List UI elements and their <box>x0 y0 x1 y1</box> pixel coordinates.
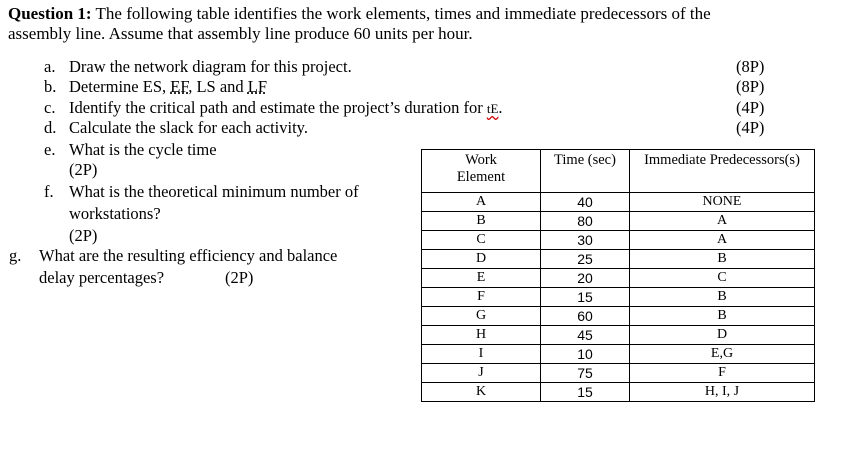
item-g-marks: (2P) <box>225 268 254 287</box>
item-a-letter: a. <box>44 57 56 76</box>
item-b-letter: b. <box>44 77 57 96</box>
cell-pred: B <box>630 288 815 307</box>
cell-pred: A <box>630 231 815 250</box>
cell-pred: D <box>630 326 815 345</box>
item-e-text: What is the cycle time <box>69 140 217 159</box>
question-header <box>8 4 711 24</box>
table-row <box>422 212 815 231</box>
item-b-text <box>69 77 267 97</box>
question-label: Question 1: <box>8 4 92 23</box>
item-f-letter: f. <box>44 182 54 201</box>
item-e-marks: (2P) <box>69 160 98 179</box>
item-f-marks: (2P) <box>69 226 98 245</box>
cell-element: G <box>422 307 541 326</box>
item-c-letter: c. <box>44 98 56 117</box>
item-b-mid: , LS and <box>188 77 248 96</box>
item-b-text-pre: Determine ES, <box>69 77 171 96</box>
cell-time: 80 <box>541 212 630 231</box>
item-e-letter: e. <box>44 140 56 159</box>
cell-element: B <box>422 212 541 231</box>
table-row <box>422 345 815 364</box>
cell-time: 75 <box>541 364 630 383</box>
table-row <box>422 288 815 307</box>
cell-element: D <box>422 250 541 269</box>
item-a-marks: (8P) <box>736 57 765 76</box>
item-g-text-line-2: delay percentages? <box>39 268 165 287</box>
table-row <box>422 250 815 269</box>
item-f-text-line-2: workstations? <box>69 204 161 223</box>
cell-pred: NONE <box>630 193 815 212</box>
cell-element: F <box>422 288 541 307</box>
item-d-letter: d. <box>44 118 57 137</box>
cell-element: E <box>422 269 541 288</box>
cell-time: 30 <box>541 231 630 250</box>
cell-pred: E,G <box>630 345 815 364</box>
table-row <box>422 326 815 345</box>
cell-pred: B <box>630 250 815 269</box>
item-a <box>44 57 55 77</box>
cell-element: J <box>422 364 541 383</box>
cell-element: C <box>422 231 541 250</box>
item-c-text <box>69 98 503 119</box>
question-line-2: assembly line. Assume that assembly line produce 60 units per hour. <box>8 24 473 43</box>
cell-time: 20 <box>541 269 630 288</box>
item-d-marks: (4P) <box>736 118 765 137</box>
cell-element: K <box>422 383 541 402</box>
table-row <box>422 307 815 326</box>
item-b-marks: (8P) <box>736 77 765 96</box>
item-c-post: . <box>498 98 503 117</box>
header-work-element <box>422 150 541 193</box>
item-d-text: Calculate the slack for each activity. <box>69 118 308 137</box>
table-row <box>422 231 815 250</box>
cell-time: 40 <box>541 193 630 212</box>
table-row <box>422 193 815 212</box>
item-b-ef: EF <box>170 77 189 96</box>
cell-pred: C <box>630 269 815 288</box>
cell-pred: A <box>630 212 815 231</box>
item-c-te: tE <box>486 101 499 116</box>
table-header-row <box>422 150 815 193</box>
item-c-text-pre: Identify the critical path and estimate the project’s duration for <box>69 98 487 117</box>
cell-time: 25 <box>541 250 630 269</box>
item-f-text: What is the theoretical minimum number of <box>69 182 359 201</box>
cell-time: 10 <box>541 345 630 364</box>
table-row <box>422 383 815 402</box>
item-b-lf: LF <box>247 77 268 96</box>
cell-time: 60 <box>541 307 630 326</box>
cell-element: H <box>422 326 541 345</box>
header-work-element-text: Work Element <box>456 152 506 185</box>
item-c-marks: (4P) <box>736 98 765 117</box>
item-g-text: What are the resulting efficiency and balance <box>39 246 338 265</box>
table-body <box>422 193 815 402</box>
table-row <box>422 269 815 288</box>
item-g-letter: g. <box>9 246 22 265</box>
question-line-1: The following table identifies the work elements, times and immediate predecessors of the <box>91 4 711 23</box>
cell-time: 15 <box>541 383 630 402</box>
cell-pred: B <box>630 307 815 326</box>
table-row <box>422 364 815 383</box>
work-elements-table <box>421 149 815 402</box>
cell-element: A <box>422 193 541 212</box>
cell-element: I <box>422 345 541 364</box>
header-time: Time (sec) <box>541 150 630 193</box>
cell-time: 45 <box>541 326 630 345</box>
cell-pred: F <box>630 364 815 383</box>
header-predecessors: Immediate Predecessors(s) <box>630 150 815 193</box>
cell-time: 15 <box>541 288 630 307</box>
cell-pred: H, I, J <box>630 383 815 402</box>
item-a-text: Draw the network diagram for this project. <box>69 57 352 76</box>
